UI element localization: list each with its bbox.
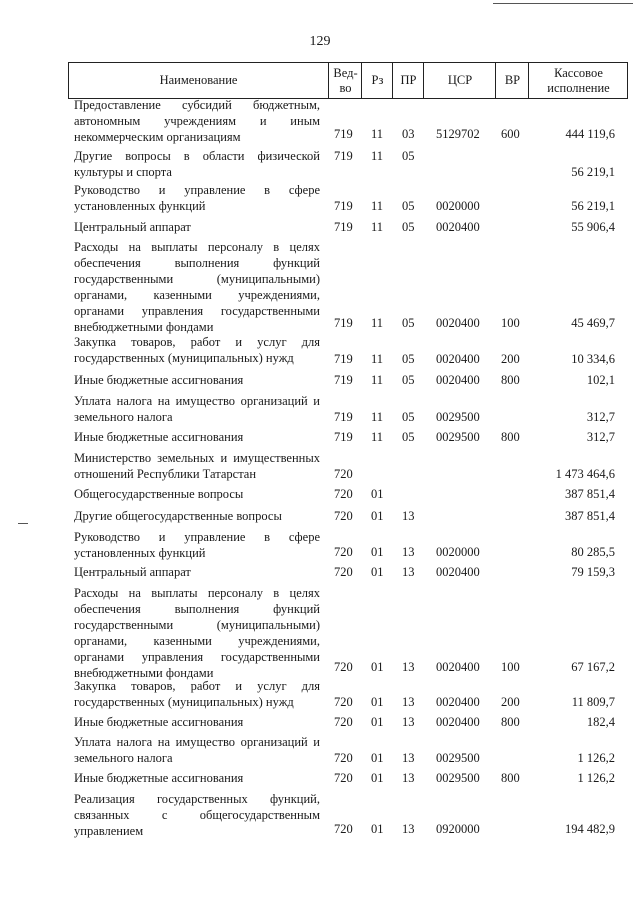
row-name: Центральный аппарат (74, 565, 191, 579)
row-name: Общегосударственные вопросы (74, 487, 244, 501)
row-name: Руководство и управление в сфере установленных функций (74, 183, 320, 213)
row-rz: 01 (371, 715, 384, 729)
row-rz: 01 (371, 771, 384, 785)
row-rz: 11 (371, 220, 384, 234)
header-sum (528, 63, 628, 98)
row-csr: 0029500 (436, 751, 480, 765)
row-csr: 0020400 (436, 352, 480, 366)
row-name: Уплата налога на имущество организаций и земельного налога (74, 735, 320, 765)
row-ved: 719 (334, 220, 353, 234)
row-csr: 0020400 (436, 660, 480, 674)
row-rz: 11 (371, 410, 384, 424)
row-pr: 05 (402, 410, 415, 424)
row-sum: 102,1 (586, 373, 615, 387)
row-name: Другие вопросы в области физической культуры и спорта (74, 149, 320, 179)
row-name: Иные бюджетные ассигнования (74, 715, 244, 729)
row-rz: 11 (371, 149, 384, 163)
margin-mark (18, 523, 28, 524)
row-rz: 01 (371, 509, 384, 523)
row-pr: 13 (402, 565, 415, 579)
row-csr: 0020400 (436, 316, 480, 330)
row-sum: 312,7 (586, 430, 615, 444)
row-vr: 100 (501, 660, 520, 674)
header-csr-label: ЦСР (447, 73, 473, 87)
row-sum: 387 851,4 (565, 487, 615, 501)
row-sum: 56 219,1 (571, 165, 615, 179)
row-ved: 719 (334, 410, 353, 424)
row-pr: 05 (402, 430, 415, 444)
row-name: Закупка товаров, работ и услуг для государственных (муниципальных) нужд (74, 679, 320, 709)
row-pr: 13 (402, 822, 415, 836)
row-ved: 720 (334, 822, 353, 836)
header-ved-line2: во (339, 80, 352, 95)
row-ved: 719 (334, 199, 353, 213)
header-rz-label: Рз (371, 73, 384, 87)
header-vr (495, 63, 529, 98)
row-sum: 1 473 464,6 (555, 467, 615, 481)
row-pr: 05 (402, 352, 415, 366)
row-rz: 01 (371, 660, 384, 674)
row-sum: 182,4 (586, 715, 615, 729)
row-sum: 80 285,5 (571, 545, 615, 559)
header-ved (328, 63, 362, 98)
top-rule (493, 3, 633, 4)
row-vr: 100 (501, 316, 520, 330)
header-ved-line1: Вед- (333, 65, 358, 80)
row-rz: 11 (371, 316, 384, 330)
row-ved: 720 (334, 487, 353, 501)
row-pr: 05 (402, 199, 415, 213)
header-name (69, 63, 328, 98)
header-pr (392, 63, 424, 98)
row-ved: 720 (334, 715, 353, 729)
row-ved: 719 (334, 430, 353, 444)
header-vr-label: ВР (504, 73, 521, 87)
row-sum: 56 219,1 (571, 199, 615, 213)
row-csr: 0020400 (436, 695, 480, 709)
row-name: Реализация государственных функций, связанных с общегосударственным управлением (74, 792, 320, 838)
row-rz: 11 (371, 127, 384, 141)
row-pr: 13 (402, 545, 415, 559)
row-rz: 11 (371, 373, 384, 387)
row-pr: 03 (402, 127, 415, 141)
row-sum: 1 126,2 (577, 751, 615, 765)
row-csr: 5129702 (436, 127, 480, 141)
row-ved: 720 (334, 695, 353, 709)
row-pr: 13 (402, 715, 415, 729)
header-sum-line1: Кассовое (554, 65, 603, 80)
row-rz: 01 (371, 487, 384, 501)
row-ved: 719 (334, 373, 353, 387)
row-vr: 200 (501, 695, 520, 709)
row-csr: 0029500 (436, 771, 480, 785)
row-sum: 1 126,2 (577, 771, 615, 785)
row-sum: 444 119,6 (565, 127, 615, 141)
row-name: Иные бюджетные ассигнования (74, 430, 244, 444)
row-csr: 0020000 (436, 199, 480, 213)
row-sum: 45 469,7 (571, 316, 615, 330)
row-name: Иные бюджетные ассигнования (74, 771, 244, 785)
header-sum-line2: исполнение (547, 80, 610, 95)
row-sum: 312,7 (586, 410, 615, 424)
row-name: Иные бюджетные ассигнования (74, 373, 244, 387)
row-sum: 11 809,7 (571, 695, 615, 709)
row-name: Другие общегосударственные вопросы (74, 509, 282, 523)
header-csr (423, 63, 496, 98)
row-pr: 05 (402, 149, 415, 163)
row-ved: 720 (334, 751, 353, 765)
row-ved: 720 (334, 509, 353, 523)
row-ved: 720 (334, 660, 353, 674)
row-sum: 10 334,6 (571, 352, 615, 366)
row-csr: 0020400 (436, 373, 480, 387)
row-name: Руководство и управление в сфере установленных функций (74, 530, 320, 560)
row-rz: 11 (371, 430, 384, 444)
row-name: Расходы на выплаты персоналу в целях обеспечения выполнения функций государственными (муниципальными) органами, казенными учреждениями, органами управления государственными внебюджетными фондами (74, 586, 320, 680)
row-name: Министерство земельных и имущественных отношений Республики Татарстан (74, 451, 320, 481)
row-vr: 800 (501, 715, 520, 729)
row-rz: 01 (371, 822, 384, 836)
row-vr: 800 (501, 373, 520, 387)
row-name: Расходы на выплаты персоналу в целях обеспечения выполнения функций государственными (муниципальными) органами, казенными учреждениями, органами управления государственными внебюджетными фондами (74, 240, 320, 334)
table-header (68, 62, 628, 99)
row-sum: 79 159,3 (571, 565, 615, 579)
row-vr: 800 (501, 430, 520, 444)
row-csr: 0029500 (436, 410, 480, 424)
header-rz (361, 63, 393, 98)
row-rz: 01 (371, 545, 384, 559)
row-name: Уплата налога на имущество организаций и земельного налога (74, 394, 320, 424)
page-number: 129 (309, 34, 331, 49)
row-pr: 13 (402, 771, 415, 785)
row-pr: 05 (402, 373, 415, 387)
row-name: Центральный аппарат (74, 220, 191, 234)
row-pr: 05 (402, 316, 415, 330)
row-name: Предоставление субсидий бюджетным, автономным учреждениям и иным некоммерческим организациям (74, 98, 320, 144)
row-sum: 55 906,4 (571, 220, 615, 234)
row-pr: 13 (402, 751, 415, 765)
row-vr: 200 (501, 352, 520, 366)
row-rz: 01 (371, 565, 384, 579)
row-sum: 387 851,4 (565, 509, 615, 523)
row-pr: 13 (402, 660, 415, 674)
row-rz: 11 (371, 352, 384, 366)
header-pr-label: ПР (400, 73, 417, 87)
row-ved: 720 (334, 467, 353, 481)
row-csr: 0020400 (436, 715, 480, 729)
row-pr: 13 (402, 509, 415, 523)
row-ved: 720 (334, 771, 353, 785)
row-csr: 0029500 (436, 430, 480, 444)
row-rz: 01 (371, 751, 384, 765)
row-vr: 800 (501, 771, 520, 785)
row-pr: 13 (402, 695, 415, 709)
row-ved: 720 (334, 565, 353, 579)
row-vr: 600 (501, 127, 520, 141)
header-name-label: Наименование (159, 73, 238, 87)
row-rz: 11 (371, 199, 384, 213)
row-csr: 0020000 (436, 545, 480, 559)
row-csr: 0020400 (436, 565, 480, 579)
row-pr: 05 (402, 220, 415, 234)
row-ved: 719 (334, 149, 353, 163)
row-ved: 720 (334, 545, 353, 559)
row-name: Закупка товаров, работ и услуг для государственных (муниципальных) нужд (74, 335, 320, 365)
row-ved: 719 (334, 127, 353, 141)
row-sum: 67 167,2 (571, 660, 615, 674)
row-ved: 719 (334, 316, 353, 330)
row-rz: 01 (371, 695, 384, 709)
row-ved: 719 (334, 352, 353, 366)
row-csr: 0020400 (436, 220, 480, 234)
row-sum: 194 482,9 (565, 822, 615, 836)
row-csr: 0920000 (436, 822, 480, 836)
